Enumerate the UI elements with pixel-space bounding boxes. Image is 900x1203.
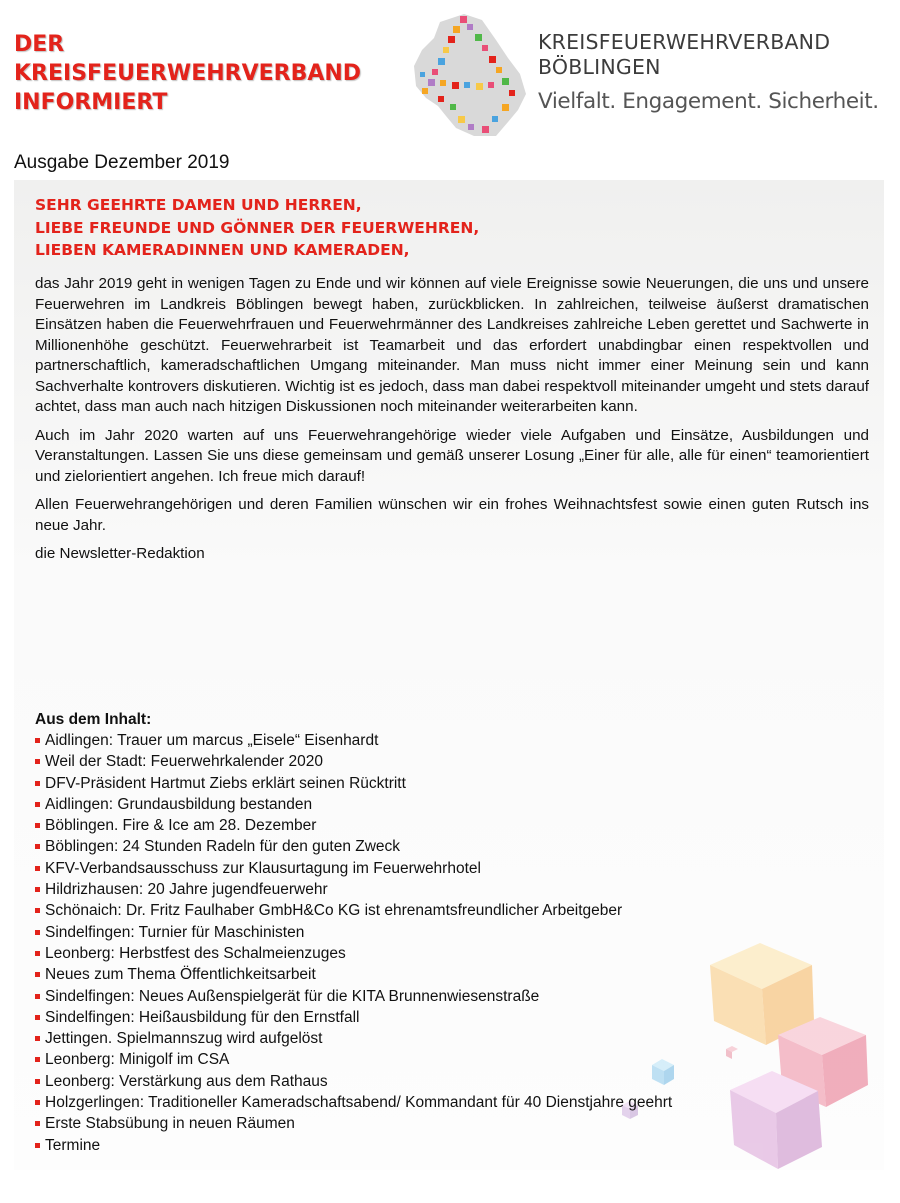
newsletter-title — [14, 30, 394, 117]
organization-logo — [538, 30, 888, 116]
letter-paragraph: Allen Feuerwehrangehörigen und deren Familien wünschen wir ein frohes Weihnachtsfest sowie einen guten Rutsch ins neue Jahr. — [35, 496, 869, 534]
letter-paragraph: das Jahr 2019 geht in wenigen Tagen zu Ende und wir können auf viele Ereignisse sowie Neuerungen, die uns und unsere Feuerwehren im Landkreis Böblingen bewegt haben, zurückblicken. In zahlreichen, teilweise äußerst dramatischen Einsätzen haben die Feuerwehrfrauen und Feuerwehrmänner des Landkreises zahlreiche Leben gerettet und Sachwerte in Millionenhöhe geschützt. Feuerwehrarbeit ist Teamarbeit und das erfordert unabdingbar einen respektvollen und partnerschaftlich, kameradschaftlichen Umgang miteinander. Man muss nicht immer einer Meinung sein und kann Sachverhalte kontrovers diskutieren. Wichtig ist es jedoch, dass man dabei respektvoll miteinander umgeht und stets darauf achtet, dass man auch nach hitzigen Diskussionen noch miteinander weiterarbeiten kann. — [35, 275, 869, 415]
toc-item: Böblingen. Fire & Ice am 28. Dezember — [35, 815, 735, 836]
toc-item: Termine — [35, 1135, 735, 1156]
letter-body — [35, 274, 869, 573]
district-map-mosaic-icon — [412, 12, 530, 140]
toc-item: Sindelfingen: Heißausbildung für den Ernstfall — [35, 1007, 735, 1028]
toc-item: Sindelfingen: Neues Außenspielgerät für die KITA Brunnenwiesenstraße — [35, 986, 735, 1007]
organization-name-line: KREISFEUERWEHRVERBAND — [538, 30, 831, 54]
organization-name-line: BÖBLINGEN — [538, 55, 661, 79]
organization-slogan: Vielfalt. Engagement. Sicherheit. — [538, 89, 879, 114]
toc-item: DFV-Präsident Hartmut Ziebs erklärt seinen Rücktritt — [35, 773, 735, 794]
edition-label: Ausgabe Dezember 2019 — [14, 152, 230, 173]
toc-item: Böblingen: 24 Stunden Radeln für den guten Zweck — [35, 836, 735, 857]
toc-item: Jettingen. Spielmannszug wird aufgelöst — [35, 1028, 735, 1049]
toc-item: Leonberg: Minigolf im CSA — [35, 1049, 735, 1070]
toc-item: KFV-Verbandsausschuss zur Klausurtagung im Feuerwehrhotel — [35, 858, 735, 879]
toc-item: Holzgerlingen: Traditioneller Kameradschaftsabend/ Kommandant für 40 Dienstjahre geehrt — [35, 1092, 735, 1113]
toc-item: Weil der Stadt: Feuerwehrkalender 2020 — [35, 751, 735, 772]
toc-item: Schönaich: Dr. Fritz Faulhaber GmbH&Co KG ist ehrenamtsfreundlicher Arbeitgeber — [35, 900, 735, 921]
table-of-contents — [35, 709, 735, 1156]
letter-paragraph: Auch im Jahr 2020 warten auf uns Feuerwehrangehörige wieder viele Aufgaben und Einsätze, Ausbildungen und Veranstaltungen. Lassen Sie uns diese gemeinsam und gemäß unserer Losung „Einer für alle, alle für einen“ teamorientiert und zielorientiert angehen. Ich freue mich darauf! — [35, 426, 869, 485]
greeting-line: SEHR GEEHRTE DAMEN UND HERREN, — [35, 196, 362, 214]
toc-item: Sindelfingen: Turnier für Maschinisten — [35, 922, 735, 943]
toc-list — [35, 730, 735, 1156]
toc-item: Aidlingen: Trauer um marcus „Eisele“ Eisenhardt — [35, 730, 735, 751]
greeting-line: LIEBEN KAMERADINNEN UND KAMERADEN, — [35, 241, 410, 259]
greeting-line: LIEBE FREUNDE UND GÖNNER DER FEUERWEHREN, — [35, 218, 480, 237]
letter-signature: die Newsletter-Redaktion — [35, 545, 205, 562]
toc-item: Leonberg: Herbstfest des Schalmeienzuges — [35, 943, 735, 964]
toc-item: Aidlingen: Grundausbildung bestanden — [35, 794, 735, 815]
toc-item: Leonberg: Verstärkung aus dem Rathaus — [35, 1071, 735, 1092]
title-line: DER — [14, 32, 65, 57]
toc-item: Neues zum Thema Öffentlichkeitsarbeit — [35, 964, 735, 985]
letter-greeting — [35, 194, 555, 262]
title-line: KREISFEUERWEHRVERBAND — [14, 61, 362, 86]
title-line: INFORMIERT — [14, 90, 168, 115]
toc-item: Erste Stabsübung in neuen Räumen — [35, 1113, 735, 1134]
toc-item: Hildrizhausen: 20 Jahre jugendfeuerwehr — [35, 879, 735, 900]
toc-heading: Aus dem Inhalt: — [35, 711, 152, 728]
organization-name — [538, 30, 888, 80]
